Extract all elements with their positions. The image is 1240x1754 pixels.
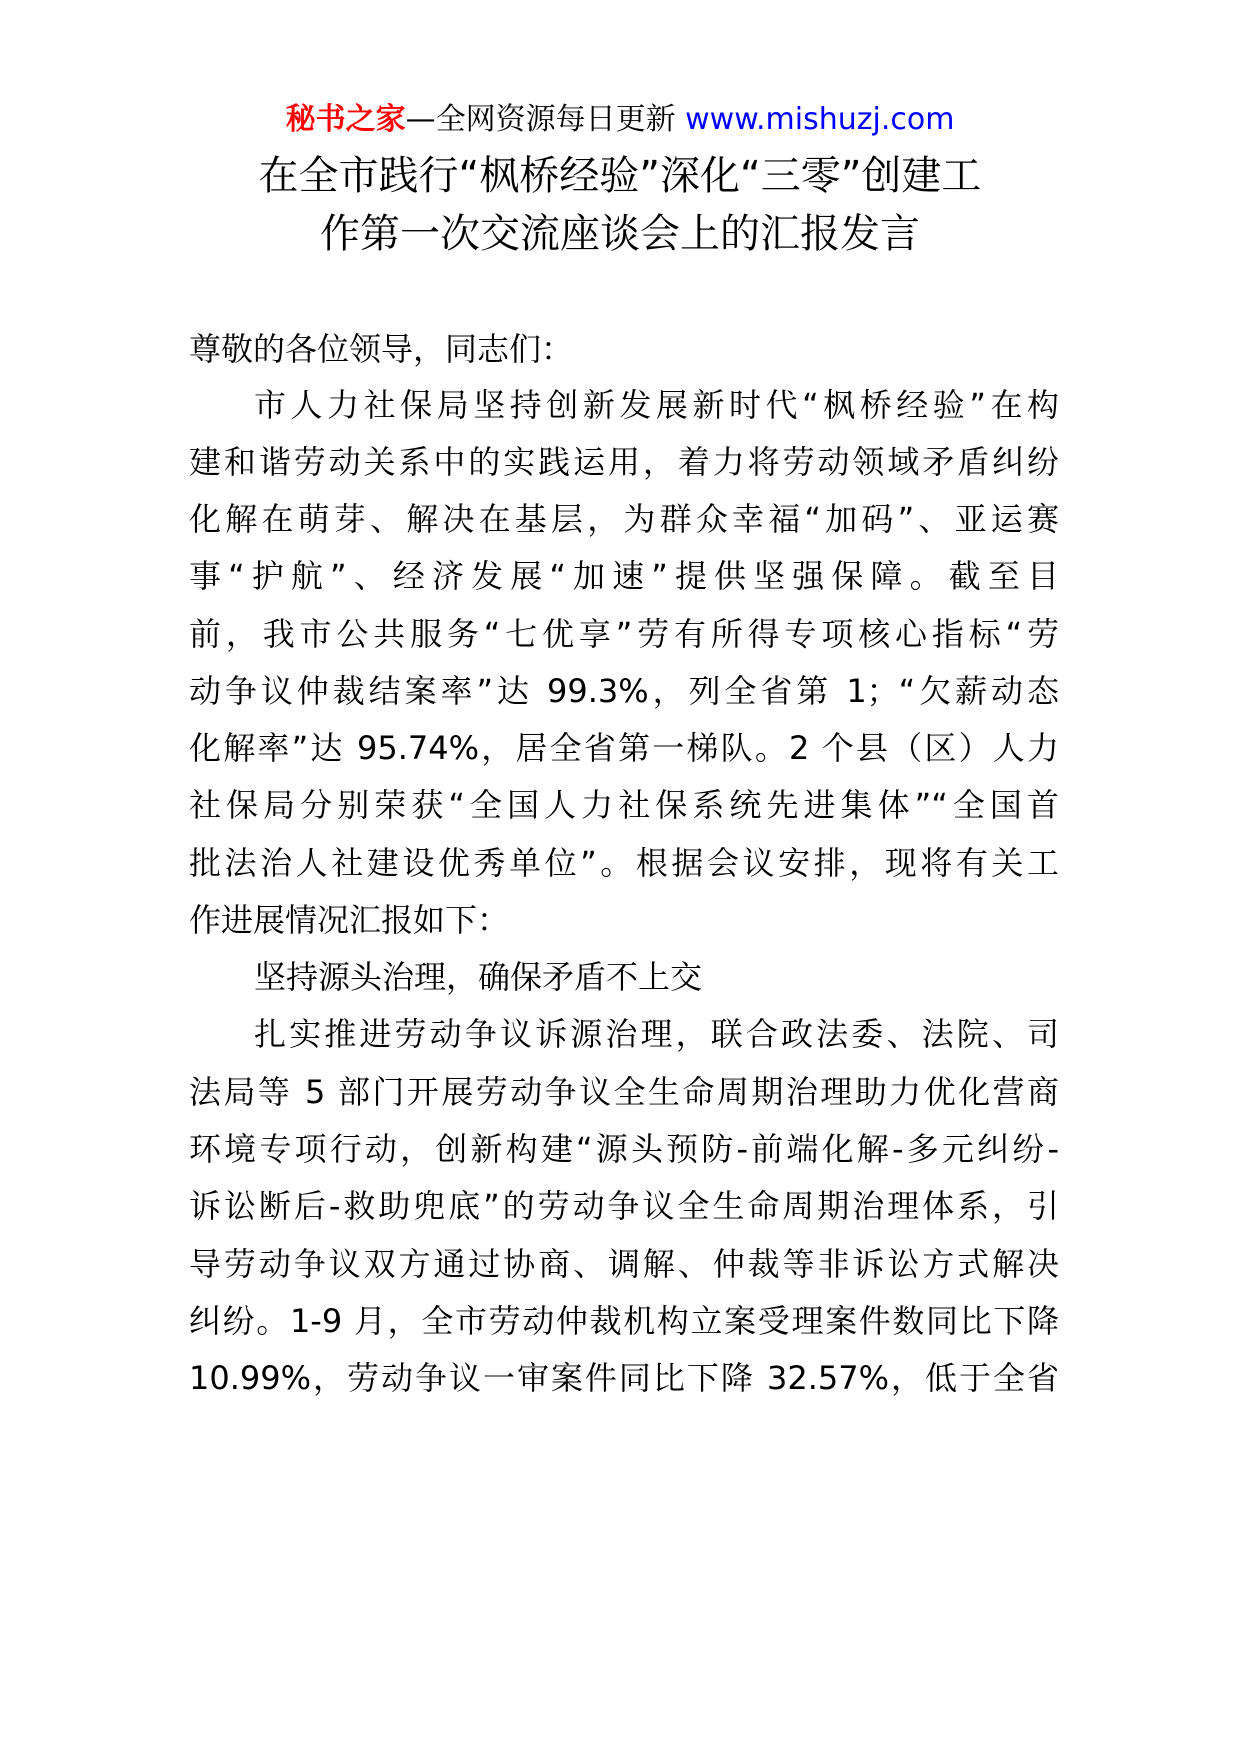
body-line: 作进展情况汇报如下：	[189, 901, 510, 939]
body-line: 诉讼断后-救助兜底”的劳动争议全生命周期治理体系，引	[189, 1187, 1059, 1225]
body-line: 化解率”达 95.74%，居全省第一梯队。2 个县（区）人力	[189, 729, 1059, 767]
body-line: 事“护航”、经济发展“加速”提供坚强保障。截至目	[189, 557, 1059, 595]
site-tagline: —全网资源每日更新	[405, 102, 676, 137]
body-line: 建和谐劳动关系中的实践运用，着力将劳动领域矛盾纠纷	[189, 443, 1059, 481]
section-heading: 坚持源头治理，确保矛盾不上交	[254, 958, 703, 996]
body-line: 纠纷。1-9 月，全市劳动仲裁机构立案受理案件数同比下降	[189, 1302, 1059, 1340]
body-line: 社保局分别荣获“全国人力社保系统先进集体”“全国首	[189, 786, 1059, 824]
body-line: 动争议仲裁结案率”达 99.3%，列全省第 1；“欠薪动态	[189, 672, 1059, 710]
body-line: 导劳动争议双方通过协商、调解、仲裁等非诉讼方式解决	[189, 1245, 1059, 1283]
body-line: 市人力社保局坚持创新发展新时代“枫桥经验”在构	[254, 386, 1059, 424]
document-title-line-2: 作第一次交流座谈会上的汇报发言	[320, 211, 920, 257]
body-line: 10.99%，劳动争议一审案件同比下降 32.57%，低于全省	[189, 1359, 1059, 1397]
salutation: 尊敬的各位领导，同志们：	[189, 330, 574, 368]
body-line: 前，我市公共服务“七优享”劳有所得专项核心指标“劳	[189, 615, 1059, 653]
site-url[interactable]: www.mishuzj.com	[685, 102, 955, 137]
body-line: 法局等 5 部门开展劳动争议全生命周期治理助力优化营商	[189, 1073, 1059, 1111]
document-title-line-1: 在全市践行“枫桥经验”深化“三零”创建工	[258, 153, 982, 199]
body-line: 批法治人社建设优秀单位”。根据会议安排，现将有关工	[189, 844, 1059, 882]
site-header	[0, 100, 1240, 140]
body-line: 环境专项行动，创新构建“源头预防-前端化解-多元纠纷-	[189, 1130, 1059, 1168]
site-brand: 秘书之家	[285, 102, 406, 137]
body-line: 化解在萌芽、解决在基层，为群众幸福“加码”、亚运赛	[189, 500, 1059, 538]
body-line: 扎实推进劳动争议诉源治理，联合政法委、法院、司	[254, 1015, 1059, 1053]
